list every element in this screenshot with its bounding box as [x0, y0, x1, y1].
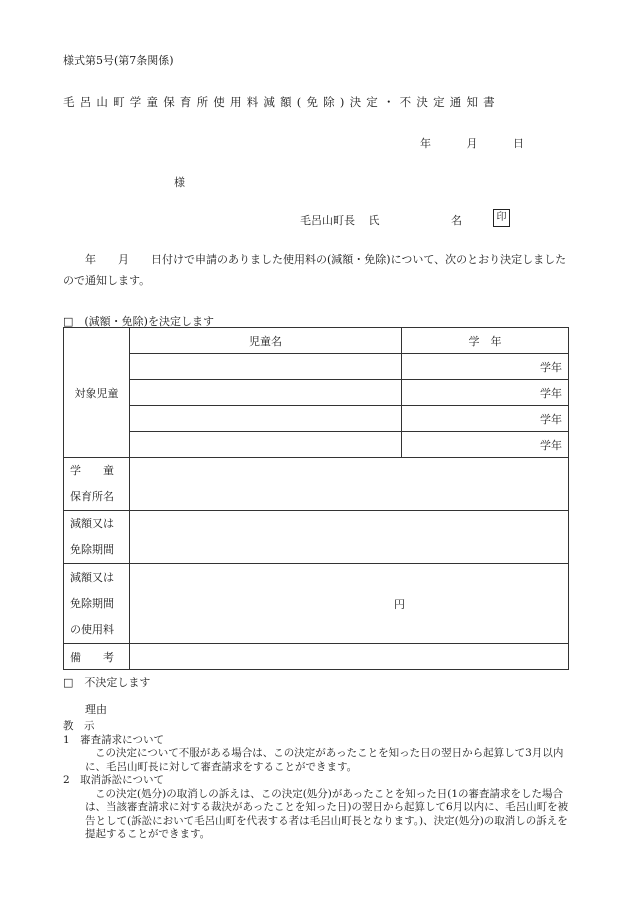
- table-row: [64, 458, 569, 511]
- body-text: [63, 249, 568, 291]
- remarks-value: [130, 644, 569, 670]
- fee-label: [64, 564, 130, 644]
- target-children-label: 対象児童: [64, 328, 130, 458]
- facility-label-line-1: 学 童: [70, 464, 114, 477]
- document-title: 毛呂山町学童保育所使用料減額(免除)決定・不決定通知書: [63, 95, 500, 109]
- notice-table: [63, 327, 569, 670]
- date-year-label: 年: [420, 137, 431, 150]
- date-line: [420, 135, 524, 151]
- table-row: [64, 644, 569, 670]
- decision-deny-checkbox-line: □ 不決定します: [63, 676, 151, 689]
- child-name-cell: [130, 380, 402, 406]
- instruction-item2-text: この決定(処分)の取消しの訴えは、この決定(処分)があったことを知った日(1の審査請求をした場合は、当該審査請求に対する裁決があったことを知った日)の翌日から起算して6月以内に、毛呂山町を被告として(訴訟において毛呂山町を代表する者は毛呂山町長となります。)、決定(処分)の取消しの訴えを提起することができます。: [85, 787, 569, 840]
- table-row: [64, 564, 569, 644]
- grade-cell: 学年: [402, 380, 569, 406]
- instructions-heading: 教 示: [63, 720, 95, 732]
- decision-grant-checkbox-line: □ (減額・免除)を決定します: [63, 315, 214, 328]
- table-row: [64, 432, 569, 458]
- period-label-line-1: 減額又は: [70, 517, 114, 530]
- child-name-cell: [130, 432, 402, 458]
- grade-header: 学 年: [402, 328, 569, 354]
- child-name-cell: [130, 406, 402, 432]
- date-day-label: 日: [513, 137, 524, 150]
- table-row: [64, 380, 569, 406]
- date-month-label: 月: [466, 137, 478, 150]
- facility-value: [130, 458, 569, 511]
- instruction-item1-text: この決定について不服がある場合は、この決定があったことを知った日の翌日から起算して3月以内に、毛呂山町長に対して審査請求をすることができます。: [85, 747, 564, 773]
- facility-label: [64, 458, 130, 511]
- facility-label-line-2: 保育所名: [70, 490, 114, 503]
- period-value: [130, 511, 569, 564]
- table-row: [64, 406, 569, 432]
- period-label-line-2: 免除期間: [70, 543, 114, 556]
- child-name-header: 児童名: [130, 328, 402, 354]
- fee-value: [130, 564, 569, 644]
- remarks-label: 備 考: [64, 644, 130, 670]
- body-paragraph: 年 月 日付けで申請のありました使用料の(減額・免除)について、次のとおり決定しましたので通知します。: [63, 253, 567, 287]
- form-number: 様式第5号(第7条関係): [63, 54, 174, 67]
- instruction-item2-title: 2 取消訴訟について: [63, 774, 164, 786]
- grade-cell: 学年: [402, 406, 569, 432]
- addressee-suffix: 様: [174, 176, 185, 189]
- child-name-cell: [130, 354, 402, 380]
- instructions: [63, 720, 573, 842]
- fee-unit: 円: [394, 597, 405, 611]
- reason-label: 理由: [85, 703, 107, 716]
- fee-label-line-1: 減額又は: [70, 570, 114, 584]
- table-row: [64, 354, 569, 380]
- grade-cell: 学年: [402, 432, 569, 458]
- issuer-title: 毛呂山町長: [300, 214, 355, 227]
- fee-label-line-3: の使用料: [70, 622, 114, 636]
- instruction-item1-title: 1 審査請求について: [63, 733, 164, 746]
- table-row: [64, 511, 569, 564]
- grade-cell: 学年: [402, 354, 569, 380]
- fee-label-line-2: 免除期間: [70, 596, 114, 610]
- issuer-line: [300, 212, 462, 228]
- table-row: [64, 328, 569, 354]
- issuer-name-label-1: 氏: [368, 214, 380, 227]
- seal-mark: 印: [493, 209, 510, 227]
- issuer-name-label-2: 名: [451, 214, 462, 227]
- period-label: [64, 511, 130, 564]
